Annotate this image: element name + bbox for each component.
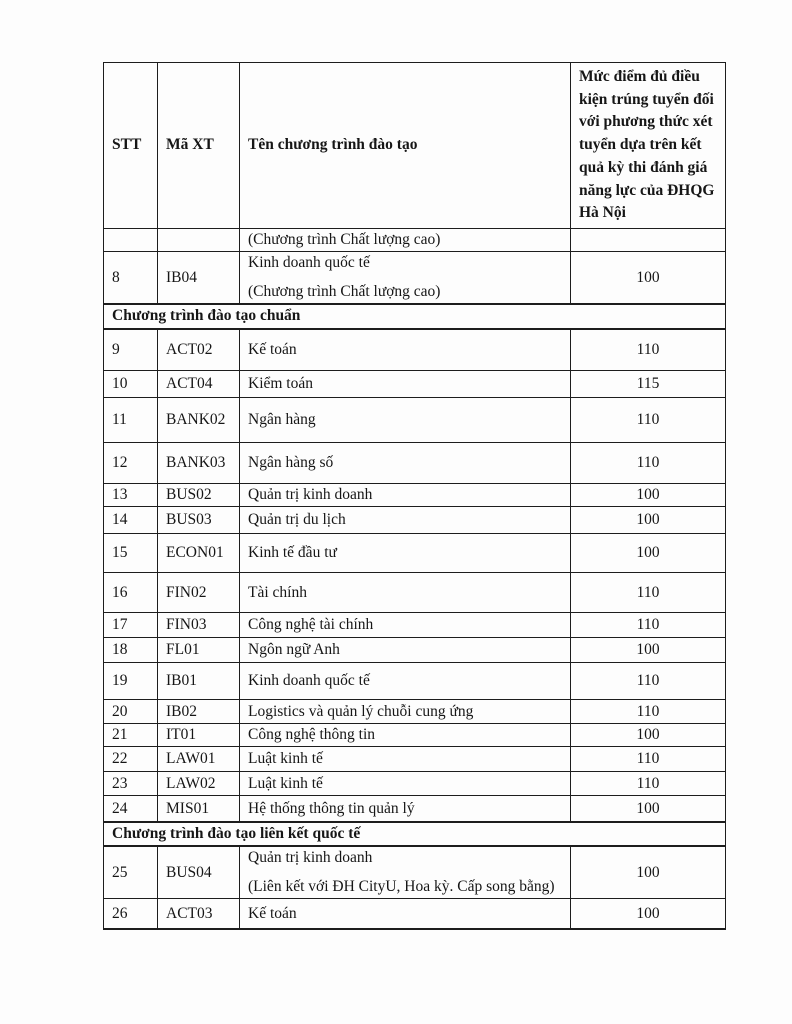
- cell-stt: 9: [104, 329, 158, 371]
- cell-code: IB04: [158, 252, 240, 305]
- program-name-line: Ngân hàng: [248, 410, 316, 428]
- program-name-line: Công nghệ tài chính: [248, 616, 374, 634]
- table-row: [104, 252, 726, 305]
- cell-score: 100: [571, 484, 726, 507]
- cell-code: [158, 229, 240, 252]
- cell-stt: 17: [104, 613, 158, 638]
- table-row: [104, 747, 726, 772]
- cell-stt: 10: [104, 371, 158, 398]
- program-name-line: Kinh doanh quốc tế: [248, 254, 370, 272]
- table-row: [104, 443, 726, 484]
- cell-score: 110: [571, 613, 726, 638]
- cell-code: IB02: [158, 700, 240, 724]
- cell-stt: [104, 229, 158, 252]
- cell-stt: 25: [104, 846, 158, 899]
- cell-score: 110: [571, 663, 726, 700]
- cell-code: LAW01: [158, 747, 240, 772]
- cell-stt: 11: [104, 398, 158, 443]
- cell-stt: 16: [104, 573, 158, 613]
- cell-stt: 19: [104, 663, 158, 700]
- program-name-line: Tài chính: [248, 583, 307, 601]
- table-body: [104, 229, 726, 929]
- cell-score: 100: [571, 899, 726, 929]
- table-row: [104, 700, 726, 724]
- program-name-line: Kiểm toán: [248, 374, 313, 392]
- table-row: [104, 573, 726, 613]
- cell-program-name: [240, 846, 571, 899]
- cell-program-name: [240, 747, 571, 772]
- table-row: [104, 398, 726, 443]
- cell-stt: 26: [104, 899, 158, 929]
- program-name-line: Kinh tế đầu tư: [248, 544, 337, 562]
- cell-stt: 24: [104, 796, 158, 822]
- program-name-line: Quản trị kinh doanh: [248, 486, 373, 504]
- cell-score: 110: [571, 573, 726, 613]
- cell-score: 110: [571, 443, 726, 484]
- header-stt: STT: [104, 63, 158, 229]
- table-row: [104, 613, 726, 638]
- program-name-line: Ngân hàng số: [248, 453, 334, 471]
- cell-program-name: [240, 663, 571, 700]
- cell-code: MIS01: [158, 796, 240, 822]
- cell-program-name: [240, 443, 571, 484]
- cell-program-name: [240, 229, 571, 252]
- cell-code: ACT04: [158, 371, 240, 398]
- program-name-line: (Chương trình Chất lượng cao): [248, 283, 441, 301]
- section-row: [104, 822, 726, 846]
- program-name-line: Quản trị kinh doanh: [248, 849, 373, 867]
- cell-stt: 23: [104, 772, 158, 796]
- section-title: Chương trình đào tạo chuẩn: [104, 304, 726, 328]
- cell-stt: 20: [104, 700, 158, 724]
- cell-score: 100: [571, 252, 726, 305]
- table-row: [104, 663, 726, 700]
- cell-stt: 12: [104, 443, 158, 484]
- cell-program-name: [240, 899, 571, 929]
- table-row: [104, 534, 726, 573]
- cell-code: ECON01: [158, 534, 240, 573]
- cell-code: LAW02: [158, 772, 240, 796]
- cell-program-name: [240, 724, 571, 747]
- cell-program-name: [240, 534, 571, 573]
- cell-program-name: [240, 700, 571, 724]
- section-row: [104, 304, 726, 328]
- cell-score: 115: [571, 371, 726, 398]
- table-header-row: [104, 63, 726, 229]
- table-row: [104, 724, 726, 747]
- table-row-continuation: [104, 229, 726, 252]
- cell-program-name: [240, 484, 571, 507]
- cell-program-name: [240, 507, 571, 534]
- cell-program-name: [240, 796, 571, 822]
- table-row: [104, 796, 726, 822]
- cell-code: BUS02: [158, 484, 240, 507]
- cell-code: FIN03: [158, 613, 240, 638]
- program-name-line: Quản trị du lịch: [248, 511, 346, 529]
- cell-code: ACT02: [158, 329, 240, 371]
- table-row: [104, 846, 726, 899]
- table-row: [104, 329, 726, 371]
- cell-score: [571, 229, 726, 252]
- table-row: [104, 484, 726, 507]
- table-row: [104, 899, 726, 929]
- table-row: [104, 638, 726, 663]
- cell-score: 100: [571, 796, 726, 822]
- cell-program-name: [240, 371, 571, 398]
- cell-program-name: [240, 398, 571, 443]
- cell-code: BUS03: [158, 507, 240, 534]
- header-ma-xt: Mã XT: [158, 63, 240, 229]
- program-name-line: Luật kinh tế: [248, 774, 323, 792]
- program-name-line: Logistics và quản lý chuỗi cung ứng: [248, 702, 474, 720]
- cell-program-name: [240, 772, 571, 796]
- program-name-line: Kế toán: [248, 904, 297, 922]
- cell-program-name: [240, 252, 571, 305]
- program-name-line: Ngôn ngữ Anh: [248, 641, 340, 659]
- cell-score: 110: [571, 398, 726, 443]
- cell-stt: 15: [104, 534, 158, 573]
- cell-score: 110: [571, 772, 726, 796]
- cell-stt: 21: [104, 724, 158, 747]
- cell-score: 110: [571, 700, 726, 724]
- cell-stt: 14: [104, 507, 158, 534]
- cell-code: BUS04: [158, 846, 240, 899]
- cell-stt: 22: [104, 747, 158, 772]
- cell-program-name: [240, 329, 571, 371]
- program-name-line: Công nghệ thông tin: [248, 726, 376, 744]
- cell-score: 100: [571, 507, 726, 534]
- cell-code: IT01: [158, 724, 240, 747]
- program-name-line: (Chương trình Chất lượng cao): [248, 231, 441, 248]
- admission-score-table: [103, 62, 726, 930]
- cell-code: BANK03: [158, 443, 240, 484]
- cell-score: 110: [571, 747, 726, 772]
- header-score-condition: Mức điểm đủ điều kiện trúng tuyển đối với phương thức xét tuyển dựa trên kết quả kỳ thi đánh giá năng lực của ĐHQG Hà Nội: [571, 63, 726, 229]
- cell-score: 100: [571, 534, 726, 573]
- cell-program-name: [240, 573, 571, 613]
- program-name-line: Hệ thống thông tin quản lý: [248, 799, 415, 817]
- section-title: Chương trình đào tạo liên kết quốc tế: [104, 822, 726, 846]
- program-name-line: Luật kinh tế: [248, 750, 323, 768]
- table-row: [104, 507, 726, 534]
- cell-program-name: [240, 613, 571, 638]
- cell-stt: 13: [104, 484, 158, 507]
- cell-code: FL01: [158, 638, 240, 663]
- table-row: [104, 371, 726, 398]
- cell-stt: 18: [104, 638, 158, 663]
- cell-code: FIN02: [158, 573, 240, 613]
- cell-code: BANK02: [158, 398, 240, 443]
- cell-score: 100: [571, 724, 726, 747]
- cell-score: 100: [571, 846, 726, 899]
- cell-program-name: [240, 638, 571, 663]
- cell-score: 110: [571, 329, 726, 371]
- cell-score: 100: [571, 638, 726, 663]
- cell-code: ACT03: [158, 899, 240, 929]
- program-name-line: (Liên kết với ĐH CityU, Hoa kỳ. Cấp song bằng): [248, 878, 555, 896]
- table-row: [104, 772, 726, 796]
- cell-stt: 8: [104, 252, 158, 305]
- program-name-line: Kinh doanh quốc tế: [248, 672, 370, 690]
- cell-code: IB01: [158, 663, 240, 700]
- program-name-line: Kế toán: [248, 340, 297, 358]
- header-program-name: Tên chương trình đào tạo: [240, 63, 571, 229]
